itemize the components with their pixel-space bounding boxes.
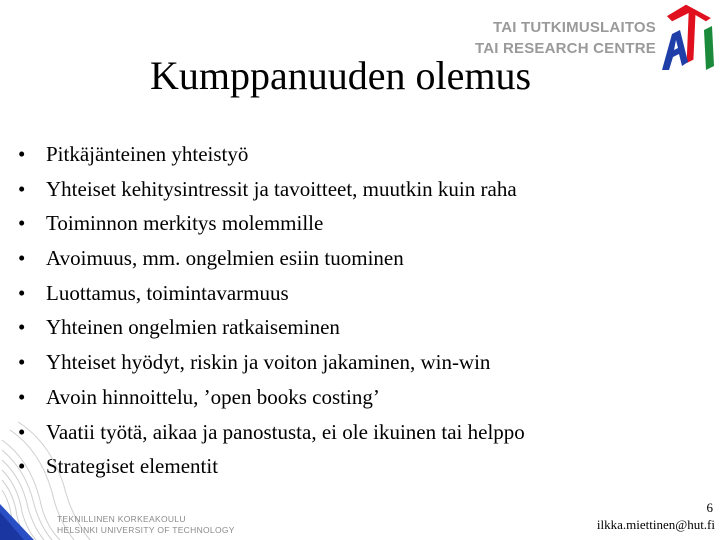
footer-line-1: TEKNILLINEN KORKEAKOULU [57, 514, 186, 524]
bullet-marker: • [18, 454, 26, 479]
bullet-marker: • [18, 246, 26, 271]
bullet-text: Avoin hinnoittelu, ’open books costing’ [46, 384, 380, 409]
list-item [18, 206, 525, 241]
footer-line-2: HELSINKI UNIVERSITY OF TECHNOLOGY [57, 525, 235, 535]
bullet-marker: • [18, 176, 26, 201]
list-item [18, 310, 525, 345]
bullet-marker: • [18, 211, 26, 236]
bullet-text: Strategiset elementit [46, 454, 219, 479]
bullet-text: Pitkäjänteinen yhteistyö [46, 142, 249, 166]
page-number: 6 [706, 500, 713, 515]
bullet-text: Toiminnon merkitys molemmille [46, 211, 324, 236]
bullet-marker: • [18, 280, 26, 305]
author-email: ilkka.miettinen@hut.fi [596, 517, 715, 532]
bullet-marker: • [18, 419, 26, 444]
bullet-text: Yhteinen ongelmien ratkaiseminen [46, 315, 340, 340]
bullet-text: Yhteiset hyödyt, riskin ja voiton jakaminen, win-win [46, 350, 491, 375]
bullet-marker: • [18, 315, 26, 340]
list-item [18, 276, 525, 311]
bullet-marker: • [18, 350, 26, 375]
list-item [18, 345, 525, 380]
list-item [18, 137, 525, 172]
bullet-text: Yhteiset kehitysintressit ja tavoitteet, muutkin kuin raha [46, 176, 517, 201]
footer-university [57, 514, 235, 536]
list-item [18, 172, 525, 207]
tai-logo-icon [660, 0, 720, 72]
bullet-text: Luottamus, toimintavarmuus [46, 280, 289, 305]
page-title: Kumppanuuden olemus [150, 53, 532, 98]
brand-line-1: TAI TUTKIMUSLAITOS [492, 19, 656, 36]
bullet-text: Avoimuus, mm. ongelmien esiin tuominen [46, 246, 404, 271]
bullet-marker: • [18, 384, 26, 409]
bullet-text: Vaatii työtä, aikaa ja panostusta, ei ole ikuinen tai helppo [46, 419, 525, 444]
bullet-marker: • [18, 142, 26, 166]
list-item [18, 241, 525, 276]
brand-line-2: TAI RESEARCH CENTRE [474, 40, 656, 57]
